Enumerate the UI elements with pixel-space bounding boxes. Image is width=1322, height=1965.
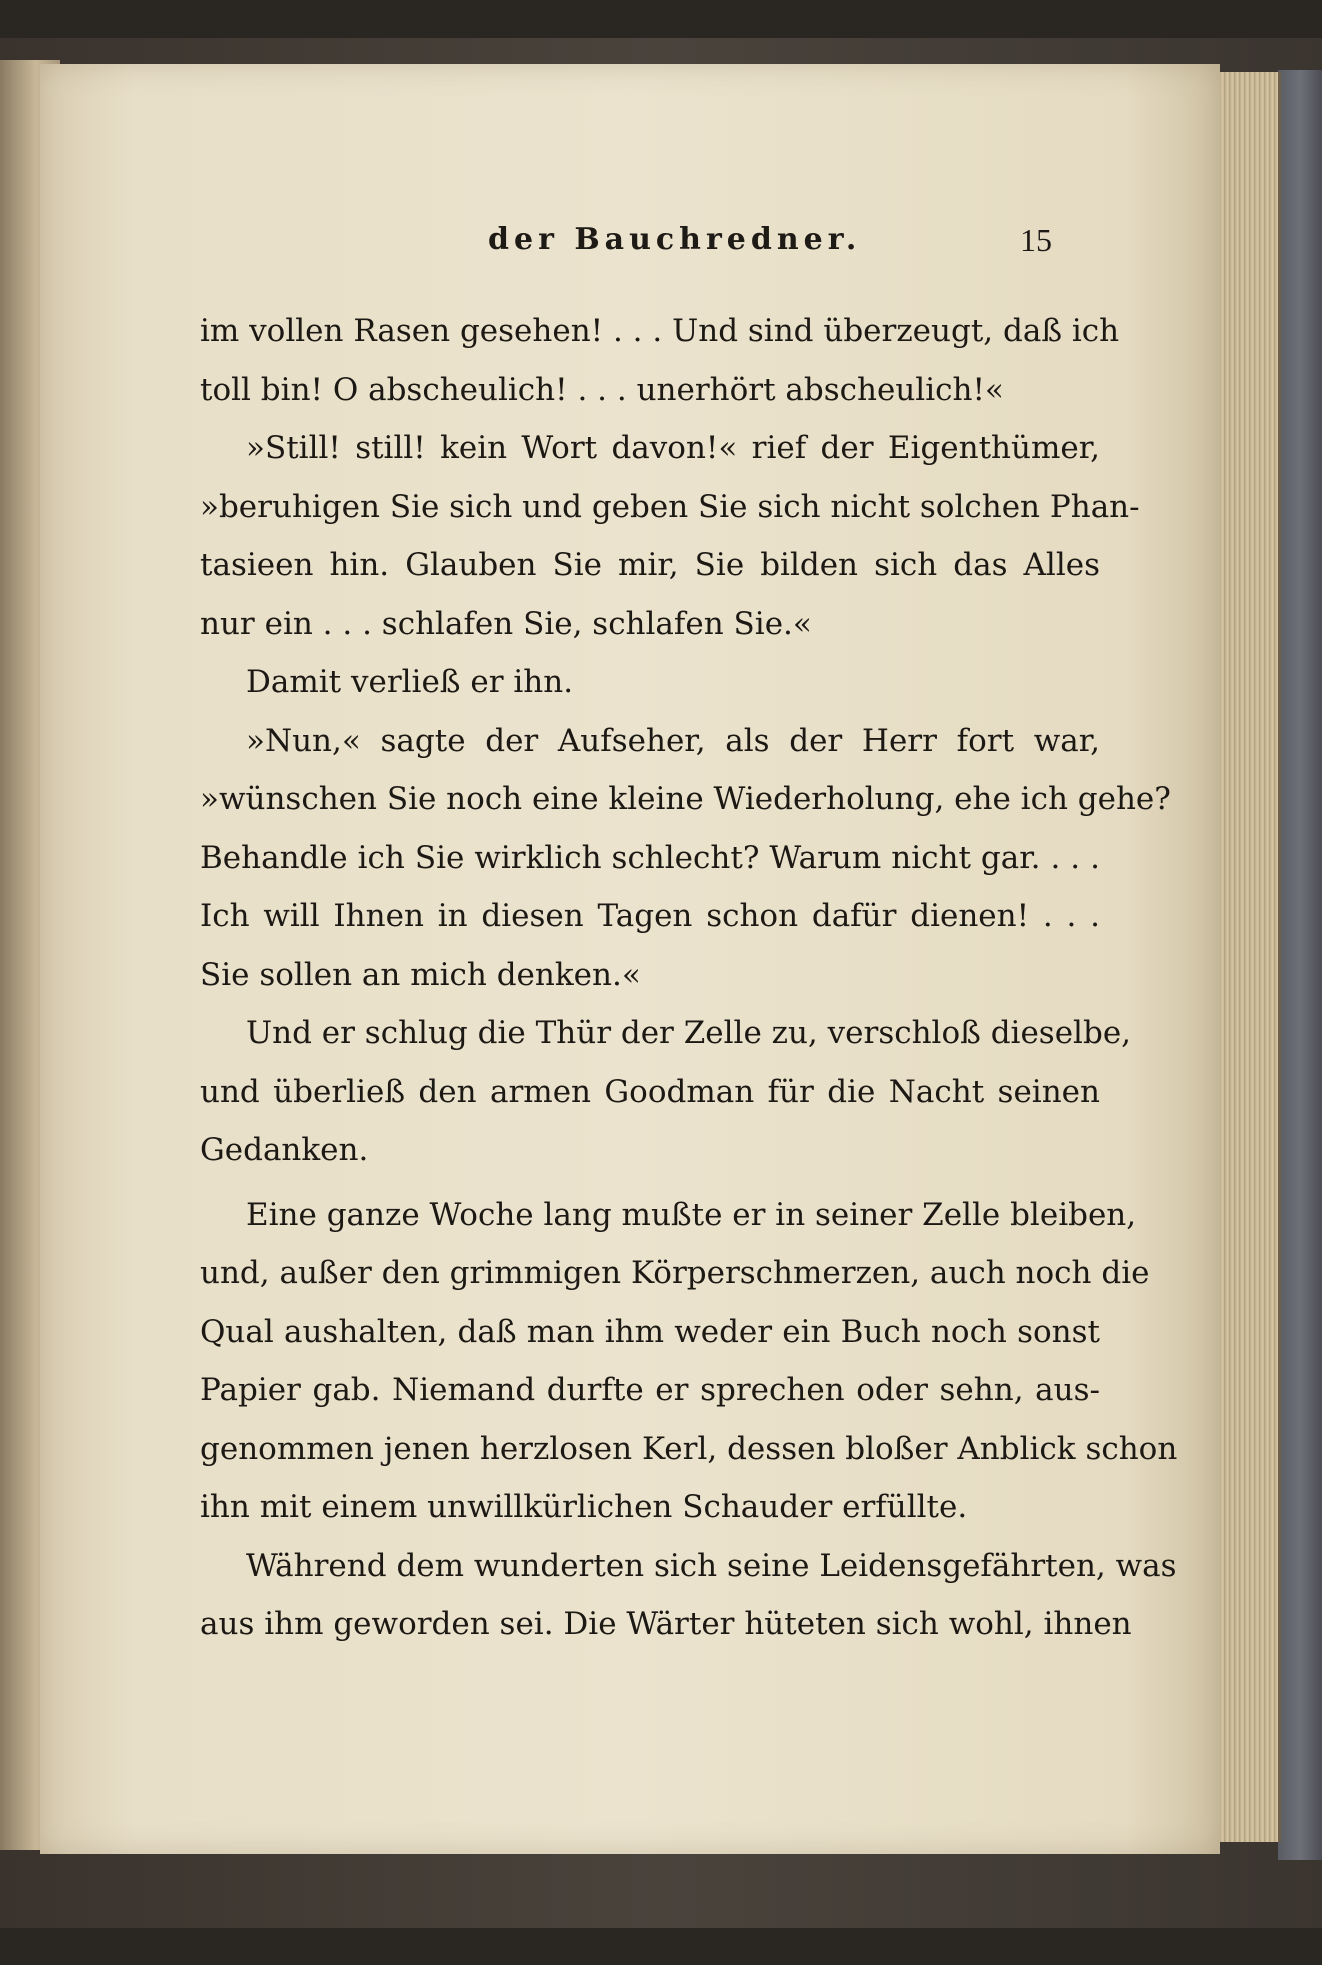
text-line: Eine ganze Woche lang mußte er in seiner Zelle bleiben, — [246, 1196, 1137, 1233]
text-line: aus ihm geworden sei. Die Wärter hüteten sich wohl, ihnen — [200, 1606, 1132, 1642]
book-page — [40, 64, 1220, 1854]
text-line: »Nun,« sagte der Aufseher, als der Herr fort war, — [246, 722, 1100, 759]
text-line: und überließ den armen Goodman für die Nacht seinen — [200, 1073, 1100, 1110]
text-line: nur ein . . . schlafen Sie, schlafen Sie.« — [200, 605, 812, 642]
text-line: Gedanken. — [200, 1132, 369, 1168]
text-line: Qual aushalten, daß man ihm weder ein Buch noch sonst — [200, 1313, 1100, 1350]
text-line: im vollen Rasen gesehen! . . . Und sind überzeugt, daß ich — [200, 313, 1120, 349]
book-cover-right-edge — [1278, 70, 1322, 1860]
page-block-edges — [1210, 72, 1281, 1842]
text-line: »beruhigen Sie sich und geben Sie sich nicht solchen Phan- — [200, 488, 1140, 525]
page-number: 15 — [1020, 222, 1052, 258]
text-line: tasieen hin. Glauben Sie mir, Sie bilden sich das Alles — [200, 547, 1100, 583]
text-line: Während dem wunderten sich seine Leidensgefährten, was — [246, 1547, 1177, 1584]
text-line: »wünschen Sie noch eine kleine Wiederholung, ehe ich gehe? — [200, 781, 1171, 817]
page-header — [40, 222, 1220, 282]
text-line: Ich will Ihnen in diesen Tagen schon dafür dienen! . . . — [200, 898, 1100, 934]
text-line: Papier gab. Niemand durfte er sprechen oder sehn, aus- — [200, 1372, 1100, 1408]
text-line: »Still! still! kein Wort davon!« rief der Eigenthümer, — [246, 430, 1100, 466]
running-title: der Bauchredner. — [488, 222, 862, 257]
text-line: genommen jenen herzlosen Kerl, dessen bloßer Anblick schon — [200, 1430, 1178, 1467]
text-line: Sie sollen an mich denken.« — [200, 956, 641, 993]
text-line: ihn mit einem unwillkürlichen Schauder erfüllte. — [200, 1489, 968, 1525]
text-line: Behandle ich Sie wirklich schlecht? Warum nicht gar. . . . — [200, 839, 1100, 876]
text-line: toll bin! O abscheulich! . . . unerhört abscheulich!« — [200, 371, 1004, 408]
body-text — [200, 302, 1178, 1654]
text-line: und, außer den grimmigen Körperschmerzen, auch noch die — [200, 1255, 1150, 1291]
text-line: Und er schlug die Thür der Zelle zu, verschloß dieselbe, — [246, 1015, 1132, 1051]
text-line: Damit verließ er ihn. — [246, 664, 574, 700]
